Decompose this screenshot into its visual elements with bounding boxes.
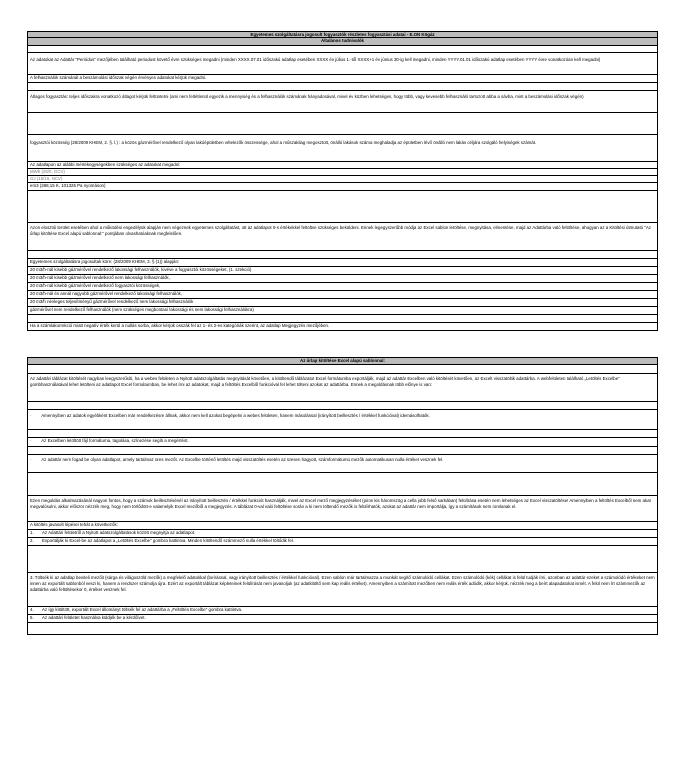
step-item: 4. Az így kitöltött, exportált Excel állományt töltsék fel az adattárba a „Feltöltés Excelbe" gombra kattintva. xyxy=(27,607,658,615)
blank-row xyxy=(27,402,658,410)
unit-gj: GJ (15/15, NCV) xyxy=(27,176,658,183)
steps-intro: A kitöltés javasolt lépései tehát a következők: xyxy=(27,522,658,530)
zero-values-note: Azon elosztói terület esetében ahol a működési engedélyük alapján nem végeznek egyetemes szolgáltatást, ott az adatlapot 0-s értékekkel feltöltve szükséges beküldeni. Ennek legegyszerűbb módja az Excel sablon letöltése, megnyitása, elmentése, majd az Adattárba való feltöltése, ahogyan az a Kitöltési útmutató "Az űrlap kitöltése Excel alapú sablonnal:" pontjában olvashatóaknak megfelelően. xyxy=(27,223,658,251)
category-item: 20 m3/h-nál kisebb gázmérővel rendelkező lakossági felhasználók, kivéve a fogyasztói közösségeket, (1. szekció) xyxy=(27,267,658,275)
units-intro: Az adatlapon az alábbi mértékegységekben szükséges az adatokat megadni: xyxy=(27,162,658,169)
paste-warning: Ezen megoldás alkalmazásánál nagyon fontos, hogy a számok beillesztésénél az irányított beillesztés / értékkel funkciót használják, mivel az Excel mező megjegyzéséket (piros kis háromszög a cella jobb felső sarkában) felülírása esetén nem lehetséges az Excel visszatöltése! Amennyiben a feltöltés Excelből nem akar megvalósulni, akkor először nézzék meg, hogy nem törlődött-e valamelyik Excel mezőből a megjegyzés. A táblázat 0-val való feltöltése során a ki nem töltendő mezők is felülírhatók, azokat az adattár nem importálja, így a számítások nem romlanak el. xyxy=(27,496,658,522)
category-item: 20 m3/h-nál kisebb gázmérővel rendelkező fogyasztói közösségek, xyxy=(27,283,658,291)
period-instructions: Az adatokat az Adattár "Periódus" mezőjében található periodust követő évre szükséges megadni (minden XXXX.07.01 időszakú adatlap esetében XXXX év július 1.-től XXXX+1 év június 30-ig kell megadni, minden YYYY.01.01 időszakú adatlap esetében YYYY évre vonatkozóan kell megadni) xyxy=(27,53,658,75)
blank-row xyxy=(27,473,658,496)
blank-row xyxy=(27,430,658,438)
blank-row xyxy=(27,83,658,91)
blank-row xyxy=(27,191,658,223)
users-count-note: A felhasználók számánál a beszámolási időszak végén érvényes adatokat kérjük megadni. xyxy=(27,75,658,83)
blank-row xyxy=(27,113,658,135)
categories-intro: Egyetemes szolgáltatásra jogosultak köre: (28/2009 KHEM, 3. § (1)) alapján: xyxy=(27,259,658,267)
blank-row xyxy=(27,447,658,455)
correction-note: Ha a számlakorrekció miatt negatív érték kerül a nullás sorba, akkor kérjük osszák fel az 1- és 2-es kategóriák szerint, az adatlap Megjegyzés mezőjében. xyxy=(27,323,658,331)
category-item: 20 m3/h névleges teljesítményű gázmérővel rendelkező nem lakossági felhasználók xyxy=(27,299,658,307)
blank-row xyxy=(27,251,658,259)
bullet-item: · Az Excelben letöltött fájl formátuma, tagolása, színezése segíti a megértést. xyxy=(27,438,658,447)
unit-mwh: MWh (25/0, GCV) xyxy=(27,169,658,176)
blank-row xyxy=(27,46,658,53)
blank-row xyxy=(27,365,658,374)
bullet-item: · Az adattár nem fogad be olyan adatlapot, amely tartalmaz üres mezőt. Az Excelbe történő letöltés majd visszatöltés esetén az üresen hagyott, számformátumú mezők automatikusan nulla értéket vesznek fel. xyxy=(27,455,658,473)
blank-row xyxy=(27,623,658,635)
step-3: 3. Töltsék ki az adatlap beviteli mezőit (sárga és világoszöld mezők) a megfelelő adatokkal (beírással, vagy irányított beillesztés / értékkel funkcióval). Ezen sablon már tartalmazza a munkát segítő számolódó cellákat. Ezen számolódó (kék) cellákat is felül tudják írni, azonban az adattár ezeket a számolódó értékeket nem innen az exportált sablonból veszi ki, hanem a rendszer számolja újra. Ezért az exportált táblázat képleteinek felülírását nem javasoljuk (az adatkitöltő sem kap reális értéket). Amennyiben a számított mezőben nem reális érték adódik, akkor kérjük, nézzék meg a beírt alapadatokat ismét. A felül nem írt számmezők az adattárba való feltöltésekor 0, értéket vesznek fel. xyxy=(27,573,658,607)
blank-row xyxy=(27,546,658,573)
section1-subtitle: Általános tudnivalók xyxy=(27,38,658,46)
section2-title: Az űrlap kitöltése Excel alapú sablonnal: xyxy=(27,357,658,365)
step-item: 1. Az Adattári felületről a Nyitott adatszolgáltatások között megnyitja az adatlapot. xyxy=(27,530,658,538)
category-item: 20 m3/h-nál kisebb gázmérővel rendelkező nem lakossági felhasználók, xyxy=(27,275,658,283)
blank-row xyxy=(27,315,658,323)
average-consumption-note: Átlagos fogyasztás: teljes időszakra vonatkozó átlagot kérjük feltüntetni (ami nem feltétlenül egyezik a mennyiség és a felhasználók számának hányadosával, mivel év közben lehetséges, hogy több, vagy kevesebb felhasználó tartozott abba a sávba, mint a beszámolási időszak végén) xyxy=(27,91,658,113)
unit-em3: em3 (288,15 K, 101325 Pa nyomáson) xyxy=(27,183,658,191)
community-definition: fogyasztói közösség (28/2009 KHEM, 2. §. l.) : a közös gázmérővel rendelkező olyan lakóépületben vételezők összessége, ahol a műszakilag megosztott, önálló lakások száma meghaladja az épületben lévő önálló nem lakás céljára szolgáló helyiségek számát. xyxy=(27,135,658,162)
category-item: gázmérővel nem rendelkező felhasználók (nem szükséges megbontani lakossági és nem lakossági felhasználókra) xyxy=(27,307,658,315)
bullet-item: · Amennyiben az adatok egyébként Excelben már rendelkezésre állnak, akkor nem kell azokat begépelni a webes felületen, hanem másolással (irányított beillesztés / értékkel funkcióval) idemásolhatók. xyxy=(27,410,658,430)
excel-intro: Az adattári táblázat kitöltését nagyban leegyszerűsíti, ha a webes felületen a Nyitott adatszolgáltatás megnyitását követően, a kitöltendő táblázatot Excel formátumba exportálják, majd az adattár Excelben való kitöltését követően, az Excelt visszatöltik adattárba. A webfelületen található „Letöltés Excelbe" gombhasználatával lehet letölteni az adatlapot Excel formátumban, be lehet írni az adatokat, majd a feltöltés Excelből funkcióval fel lehet tölteni azokat az adattárba. Ennek a megoldásnak több előnye is van: xyxy=(27,374,658,402)
step-item: 5. Az adattári felületet használva küldjék be a kérdőívet. xyxy=(27,615,658,623)
section1-title: Egyetemes szolgáltatásra jogosult fogyasztók részletes fogyasztási adatai - E.ON Kögáz xyxy=(27,31,658,38)
spreadsheet xyxy=(27,31,658,635)
step-item: 2. Exportálják ki Excel-be az adatlapot a „Letöltés Excelbe" gombra kattintva. Minden kitöltendő számmező nulla értékkel töltődik fel. xyxy=(27,538,658,546)
category-item: 20 m3/h-nál és annál nagyobb gázmérővel rendelkező lakossági felhasználók, xyxy=(27,291,658,299)
